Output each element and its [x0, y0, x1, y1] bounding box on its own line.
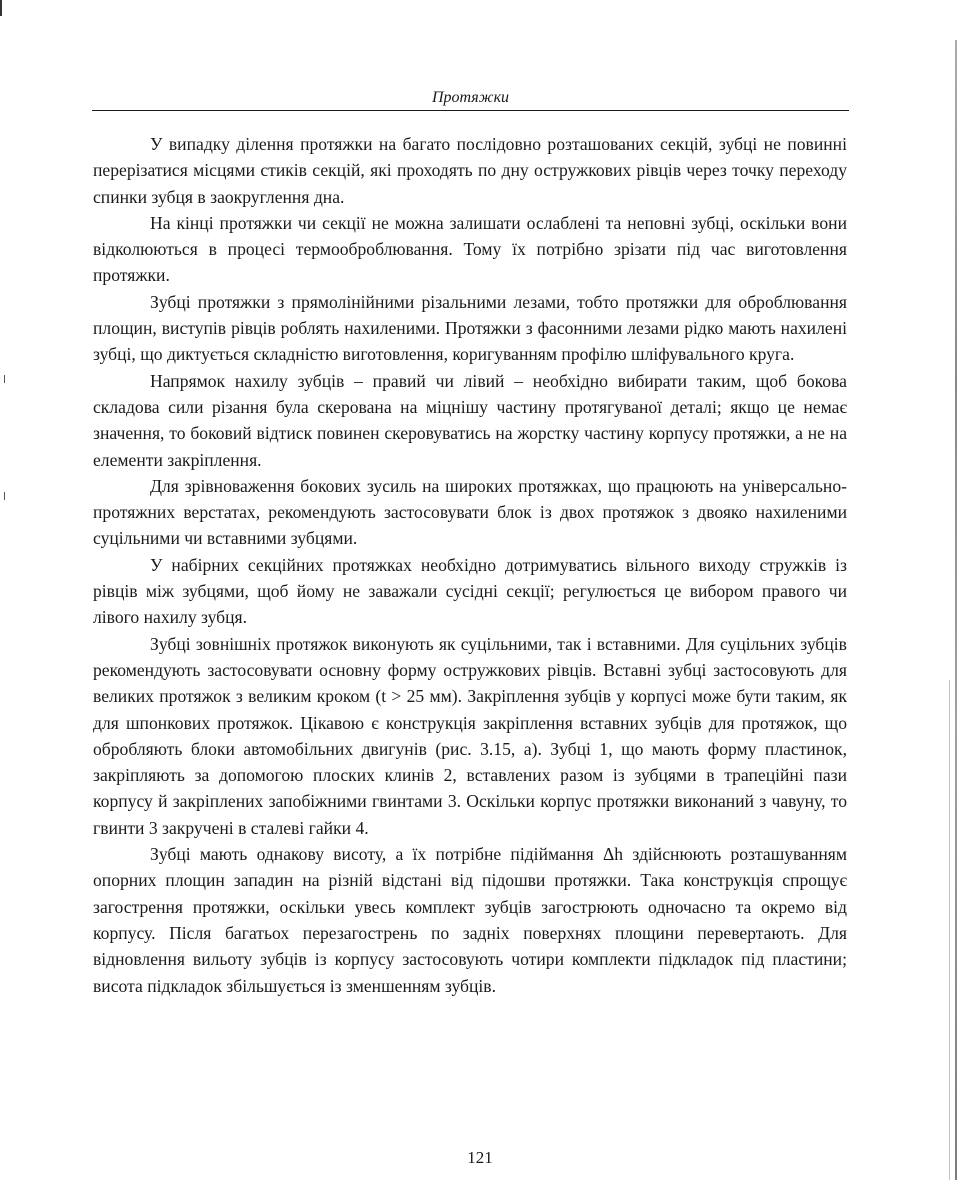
paragraph: Зубці зовнішніх протяжок виконують як суцільними, так і вставними. Для суцільних зубців рекомендують застосовувати основну форму остружкових рівців. Вставні зубці застосовують для великих протяжок з великим кроком (t > 25 мм). Закріплення зубців у корпусі може бути таким, як для шпонкових протяжок. Цікавою є конструкція закріплення вставних зубців для протяжок, що обробляють блоки автомобільних двигунів (рис. 3.15, а). Зубці 1, що мають форму пластинок, закріпляють за допомогою плоских клинів 2, вставлених разом із зубцями в трапеційні пази корпусу й закріплених запобіжними гвинтами 3. Оскільки корпус протяжки виконаний з чавуну, то гвинти 3 закручені в сталеві гайки 4. [93, 633, 847, 838]
paragraph: Зубці протяжки з прямолінійними різальними лезами, тобто протяжки для оброблювання площин, виступів рівців роблять нахиленими. Протяжки з фасонними лезами рідко мають нахилені зубці, що диктується складністю виготовлення, коригуванням профілю шліфувального круга. [93, 291, 847, 365]
scan-edge-mark-left [0, 0, 2, 16]
scan-edge-tick [4, 492, 5, 500]
running-header: Протяжки [431, 89, 510, 106]
scan-edge-shadow-right-inner [949, 680, 950, 1180]
paragraph: У випадку ділення протяжки на багато послідовно розташованих секцій, зубці не повинні перерізатися місцями стиків секцій, які проходять по дну остружкових рівців через точку переходу спинки зубця в заокруглення дна. [93, 134, 847, 207]
paragraph: На кінці протяжки чи секції не можна залишати ослаблені та неповні зубці, оскільки вони відколюються в процесі термооброблювання. Тому їх потрібно зрізати під час виготовлення протяжки. [93, 212, 847, 286]
page-number: 121 [467, 1148, 493, 1167]
paragraph: Зубці мають однакову висоту, а їх потрібне підіймання Δh здійснюють розташуванням опорних площин западин на різній відстані від підошви протяжки. Така конструкція спрощує загострення протяжки, оскільки увесь комплект зубців загострюють одночасно та окремо від корпусу. Після багатьох перезагострень по задніх поверхнях площини перевертають. Для відновлення вильоту зубців із корпусу застосовують чотири комплекти підкладок під пластини; висота підкладок збільшується із зменшенням зубців. [93, 844, 847, 996]
body-text [93, 131, 847, 999]
scan-edge-shadow-right [955, 40, 957, 1180]
paragraph: У набірних секційних протяжках необхідно дотримуватись вільного виходу стружків із рівців між зубцями, щоб йому не заважали сусідні секції; регулюється це вибором правого чи лівого нахилу зубця. [93, 554, 847, 628]
header-rule [92, 110, 849, 111]
scan-edge-tick [4, 375, 5, 383]
paragraph: Напрямок нахилу зубців – правий чи лівий – необхідно вибирати таким, щоб бокова складова сили різання була скерована на міцнішу частину протягуваної деталі; якщо це немає значення, то боковий відтиск повинен скеровуватись на жорстку частину корпусу протяжки, а не на елементи закріплення. [93, 370, 847, 470]
paragraph: Для зрівноваження бокових зусиль на широких протяжках, що працюють на універсально-протяжних верстатах, рекомендують застосовувати блок із двох протяжок з двояко нахиленими суцільними чи вставними зубцями. [93, 475, 847, 549]
